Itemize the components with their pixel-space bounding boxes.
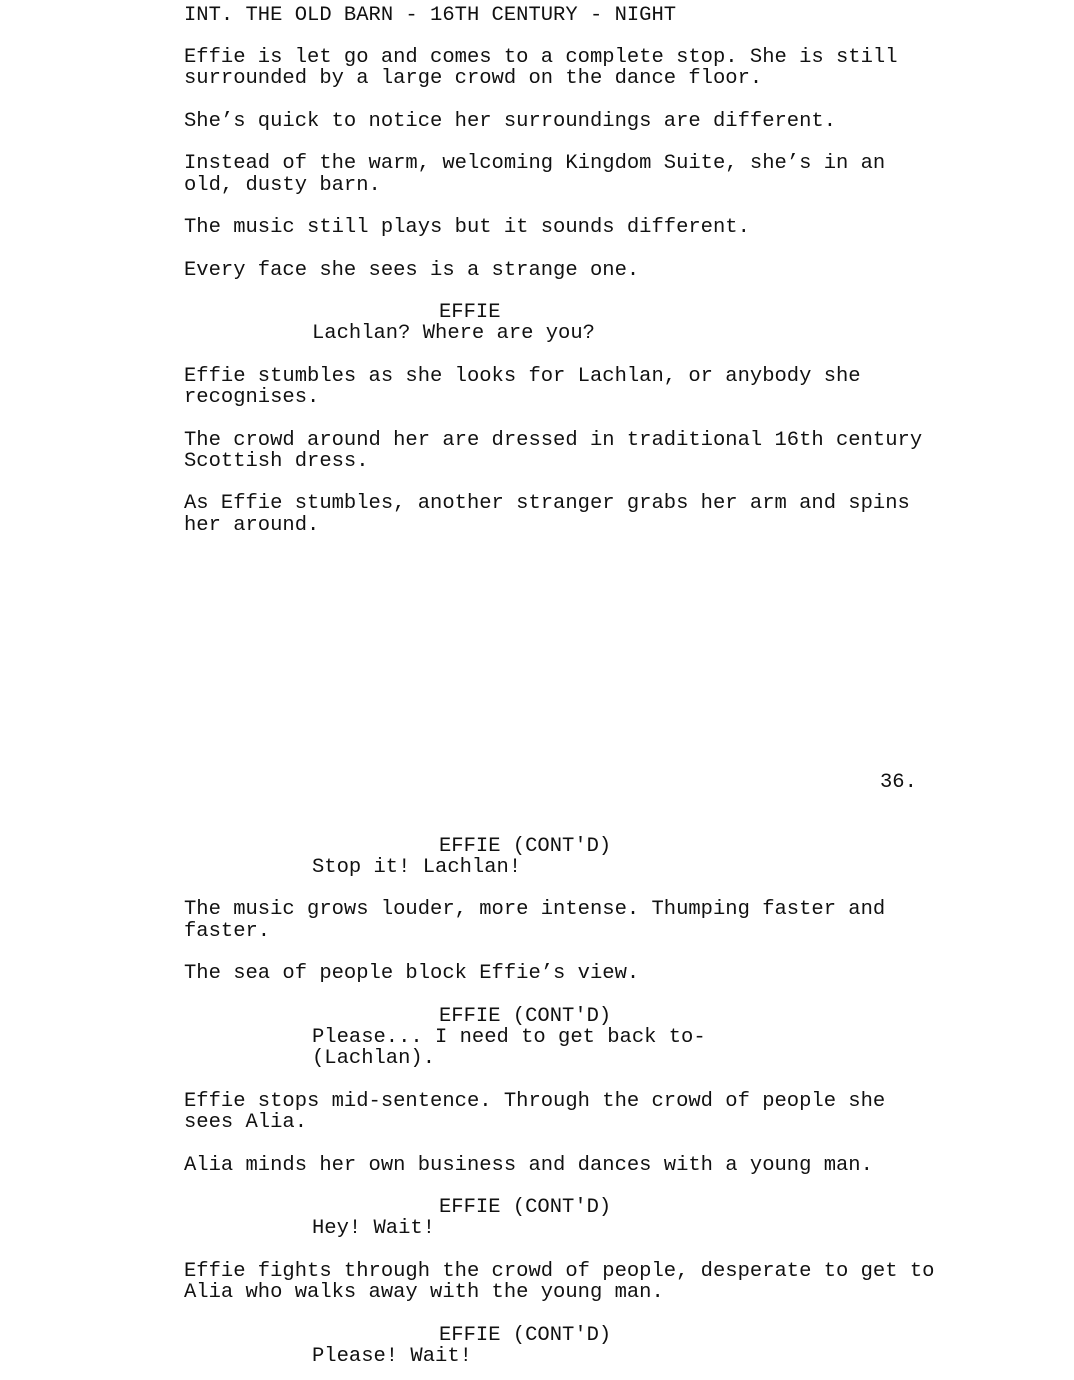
- action-line: Effie stops mid-sentence. Through the crowd of people she: [184, 1090, 886, 1113]
- action-line: The sea of people block Effie’s view.: [184, 962, 640, 985]
- action-line: Alia minds her own business and dances with a young man.: [184, 1154, 873, 1177]
- action-line: Alia who walks away with the young man.: [184, 1281, 664, 1304]
- character-cue: EFFIE (CONT'D): [439, 1196, 612, 1219]
- character-cue: EFFIE (CONT'D): [439, 1324, 612, 1347]
- action-line: old, dusty barn.: [184, 174, 381, 197]
- action-line: surrounded by a large crowd on the dance floor.: [184, 67, 763, 90]
- action-line: recognises.: [184, 386, 320, 409]
- scene-heading: INT. THE OLD BARN - 16TH CENTURY - NIGHT: [184, 4, 677, 27]
- character-cue: EFFIE: [439, 301, 501, 324]
- character-cue: EFFIE (CONT'D): [439, 1005, 612, 1028]
- action-line: Effie fights through the crowd of people, desperate to get to: [184, 1260, 935, 1283]
- dialogue-line: Hey! Wait!: [312, 1217, 436, 1240]
- dialogue-line: Please... I need to get back to-: [312, 1026, 706, 1049]
- dialogue-line: (Lachlan).: [312, 1047, 436, 1070]
- dialogue-line: Please! Wait!: [312, 1345, 472, 1368]
- action-line: faster.: [184, 920, 271, 943]
- action-line: The music still plays but it sounds different.: [184, 216, 750, 239]
- page-number: 36.: [880, 771, 917, 794]
- action-line: Instead of the warm, welcoming Kingdom Suite, she’s in an: [184, 152, 886, 175]
- action-line: As Effie stumbles, another stranger grabs her arm and spins: [184, 492, 910, 515]
- action-line: Effie stumbles as she looks for Lachlan, or anybody she: [184, 365, 861, 388]
- action-line: The crowd around her are dressed in traditional 16th century: [184, 429, 923, 452]
- action-line: The music grows louder, more intense. Thumping faster and: [184, 898, 886, 921]
- dialogue-line: Stop it! Lachlan!: [312, 856, 522, 879]
- action-line: her around.: [184, 514, 320, 537]
- action-line: Every face she sees is a strange one.: [184, 259, 640, 282]
- action-line: Scottish dress.: [184, 450, 369, 473]
- action-line: Effie is let go and comes to a complete stop. She is still: [184, 46, 898, 69]
- action-line: sees Alia.: [184, 1111, 308, 1134]
- dialogue-line: Lachlan? Where are you?: [312, 322, 595, 345]
- action-line: She’s quick to notice her surroundings are different.: [184, 110, 837, 133]
- character-cue: EFFIE (CONT'D): [439, 835, 612, 858]
